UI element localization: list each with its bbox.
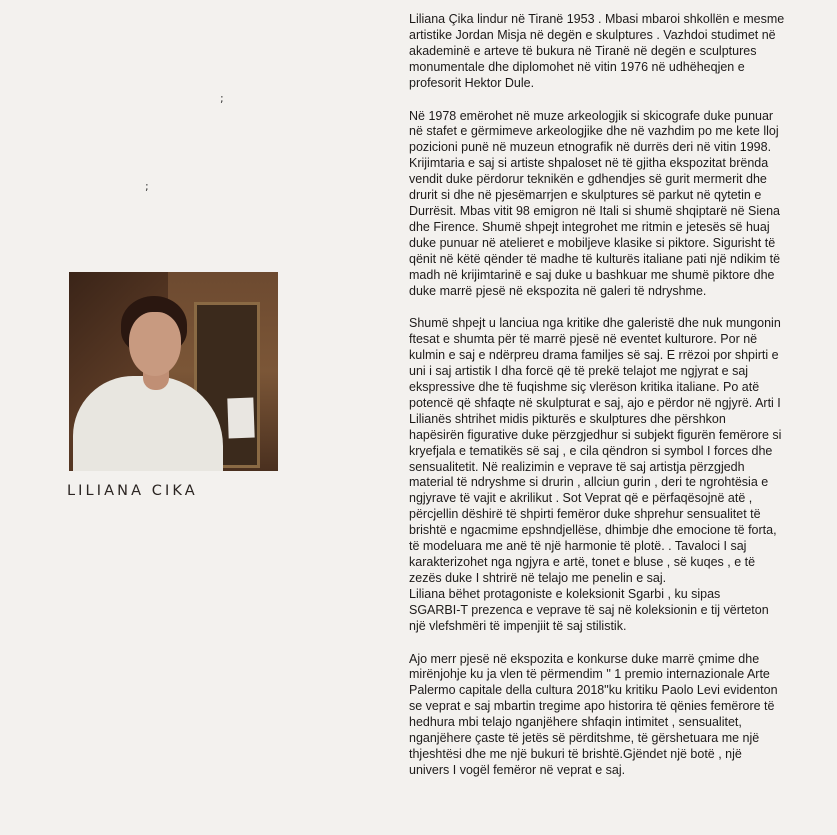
text-line: akademinë e arteve të bukura në Tiranë në degën e sculptures — [409, 43, 757, 58]
text-line: pozicioni punë në muzeun etnografik në durrës deri në vitin 1998. — [409, 140, 772, 155]
biography-paragraph — [409, 12, 791, 92]
text-line: vendit duke përdorur teknikën e gdhendjes së gurit mermerit dhe — [409, 172, 767, 187]
text-line: ngjyrave të vajit e akrilikut . Sot Veprat që e përfaqësojnë atë , — [409, 491, 753, 506]
text-line: Krijimtaria e saj si artiste shpaloset në të gjitha ekspozitat brënda — [409, 156, 769, 171]
text-line: monumentale dhe diplomohet në vitin 1976 në udhëheqjen e — [409, 59, 745, 74]
text-line: dhe Firence. Shumë shpejt integrohet me ritmin e jetesës së huaj — [409, 219, 770, 234]
text-line: potencë që shfaqte në skulpturat e saj, ajo e përdor në ngjyrë. Arti I — [409, 395, 781, 410]
text-line: se veprat e saj mbartin tregime apo historira të qënies femërore të — [409, 699, 775, 714]
text-line: uni i saj artistik I dha forcë që të prekë telajot me ngjyrat e saj — [409, 364, 749, 379]
biography-paragraph — [409, 316, 791, 634]
text-line: Lilianës shtrihet midis pikturës e skulptures dhe përshkon — [409, 411, 726, 426]
text-line: të modeluara me anë të një harmonie të plotë. . Tavaloci I saj — [409, 539, 747, 554]
text-line: nganjëhere çaste të jetës së përditshme, të gërshetuara me një — [409, 731, 760, 746]
scan-speck: ; — [145, 180, 149, 193]
text-line: ekspressive dhe të fuqishme siç vlerëson kritika italiane. Po atë — [409, 380, 760, 395]
text-line: Liliana Çika lindur në Tiranë 1953 . Mbasi mbaroi shkollën e mesme — [409, 12, 785, 26]
text-line: kryefjala e tematikës së saj , e cila qëndron si symbol I forces dhe — [409, 443, 773, 458]
text-line: thjeshtësi dhe me një bukuri të brishtë.Gjëndet një botë , një — [409, 746, 742, 761]
biography-text — [409, 12, 791, 796]
text-line: hedhura mbi telajo nganjëhere shfaqin intimitet , sensualitet, — [409, 715, 742, 730]
text-line: duke marrë pjesë në ekspozita në galeri të ndryshme. — [409, 283, 707, 298]
text-line: mirënjohje ku ja vlen të përmendim " 1 premio internazionale Arte — [409, 667, 770, 682]
text-line: përcjellin dëshirë të shpirti femëror duke shprehur sensualitet të — [409, 507, 761, 522]
text-line: drurit si dhe në pjesëmarrjen e skulptures së parkut në qytetin e — [409, 188, 762, 203]
portrait-photo — [69, 272, 278, 471]
text-line: sensualitetit. Në realizimin e veprave të saj artistja përzgjedh — [409, 459, 745, 474]
text-line: ftesat e shumta për të marrë pjesë në eventet kulturore. Por në — [409, 332, 758, 347]
text-line: Palermo capitale della cultura 2018"ku kritiku Paolo Levi evidenton — [409, 683, 778, 698]
text-line: material të ndryshme si drurin , allciun gurin , deri te ngrohtësia e — [409, 475, 769, 490]
photo-figure-face — [129, 312, 181, 376]
text-line: madh në krijimtarinë e saj duke u bashkuar me shumë piktore dhe — [409, 267, 775, 282]
text-line: kulmin e saj e ndërpreu drama familjes së saj. E rrëzoi por shpirti e — [409, 348, 779, 363]
text-line: SGARBI-T prezenca e veprave të saj në koleksionin e tij vërteton — [409, 602, 769, 617]
text-line: një vlefshmëri të impenjiit të saj stilistik. — [409, 618, 627, 633]
text-line: univers I vogël femëror në veprat e saj. — [409, 762, 626, 777]
text-line: Në 1978 emërohet në muze arkeologjik si skicografe duke punuar — [409, 108, 774, 123]
text-line: në stafet e gërmimeve arkeologjike dhe në vazhdim po me kete lloj — [409, 124, 779, 139]
text-line: karakterizohet nga ngjyra e artë, tonet e bluse , së kuqes , e të — [409, 555, 756, 569]
text-line: zezës duke I shtrirë në telajo me penelin e saj. — [409, 570, 667, 585]
biography-paragraph — [409, 109, 791, 300]
text-line: artistike Jordan Misja në degën e skulptures . Vazhdoi studimet në — [409, 27, 776, 42]
scan-speck: ; — [220, 92, 224, 105]
text-line: Liliana bëhet protagoniste e koleksionit Sgarbi , ku sipas — [409, 586, 721, 601]
biography-paragraph — [409, 652, 791, 779]
photo-paper-note — [227, 398, 254, 439]
text-line: Shumë shpejt u lanciua nga kritike dhe galeristë dhe nuk mungonin — [409, 316, 781, 331]
text-line: hapësirën figurative duke përzgjedhur si subjekt figurën femërore si — [409, 427, 782, 442]
text-line: Ajo merr pjesë në ekspozita e konkurse duke marrë çmime dhe — [409, 651, 760, 666]
text-line: qënit në këtë qënder të madhe të kulturës italiane pati një ndikim të — [409, 251, 781, 266]
text-line: Durrësit. Mbas vitit 98 emigron në Itali si shumë shqiptarë në Siena — [409, 203, 781, 218]
artist-name-caption: LILIANA CIKA — [67, 483, 198, 499]
text-line: profesorit Hektor Dule. — [409, 75, 535, 90]
text-line: brishtë e ngacmime epshndjellëse, dhimbje dhe emocione të forta, — [409, 523, 777, 538]
text-line: duke punuar në atelieret e mobiljeve klasike si piktore. Sigurisht të — [409, 235, 776, 250]
